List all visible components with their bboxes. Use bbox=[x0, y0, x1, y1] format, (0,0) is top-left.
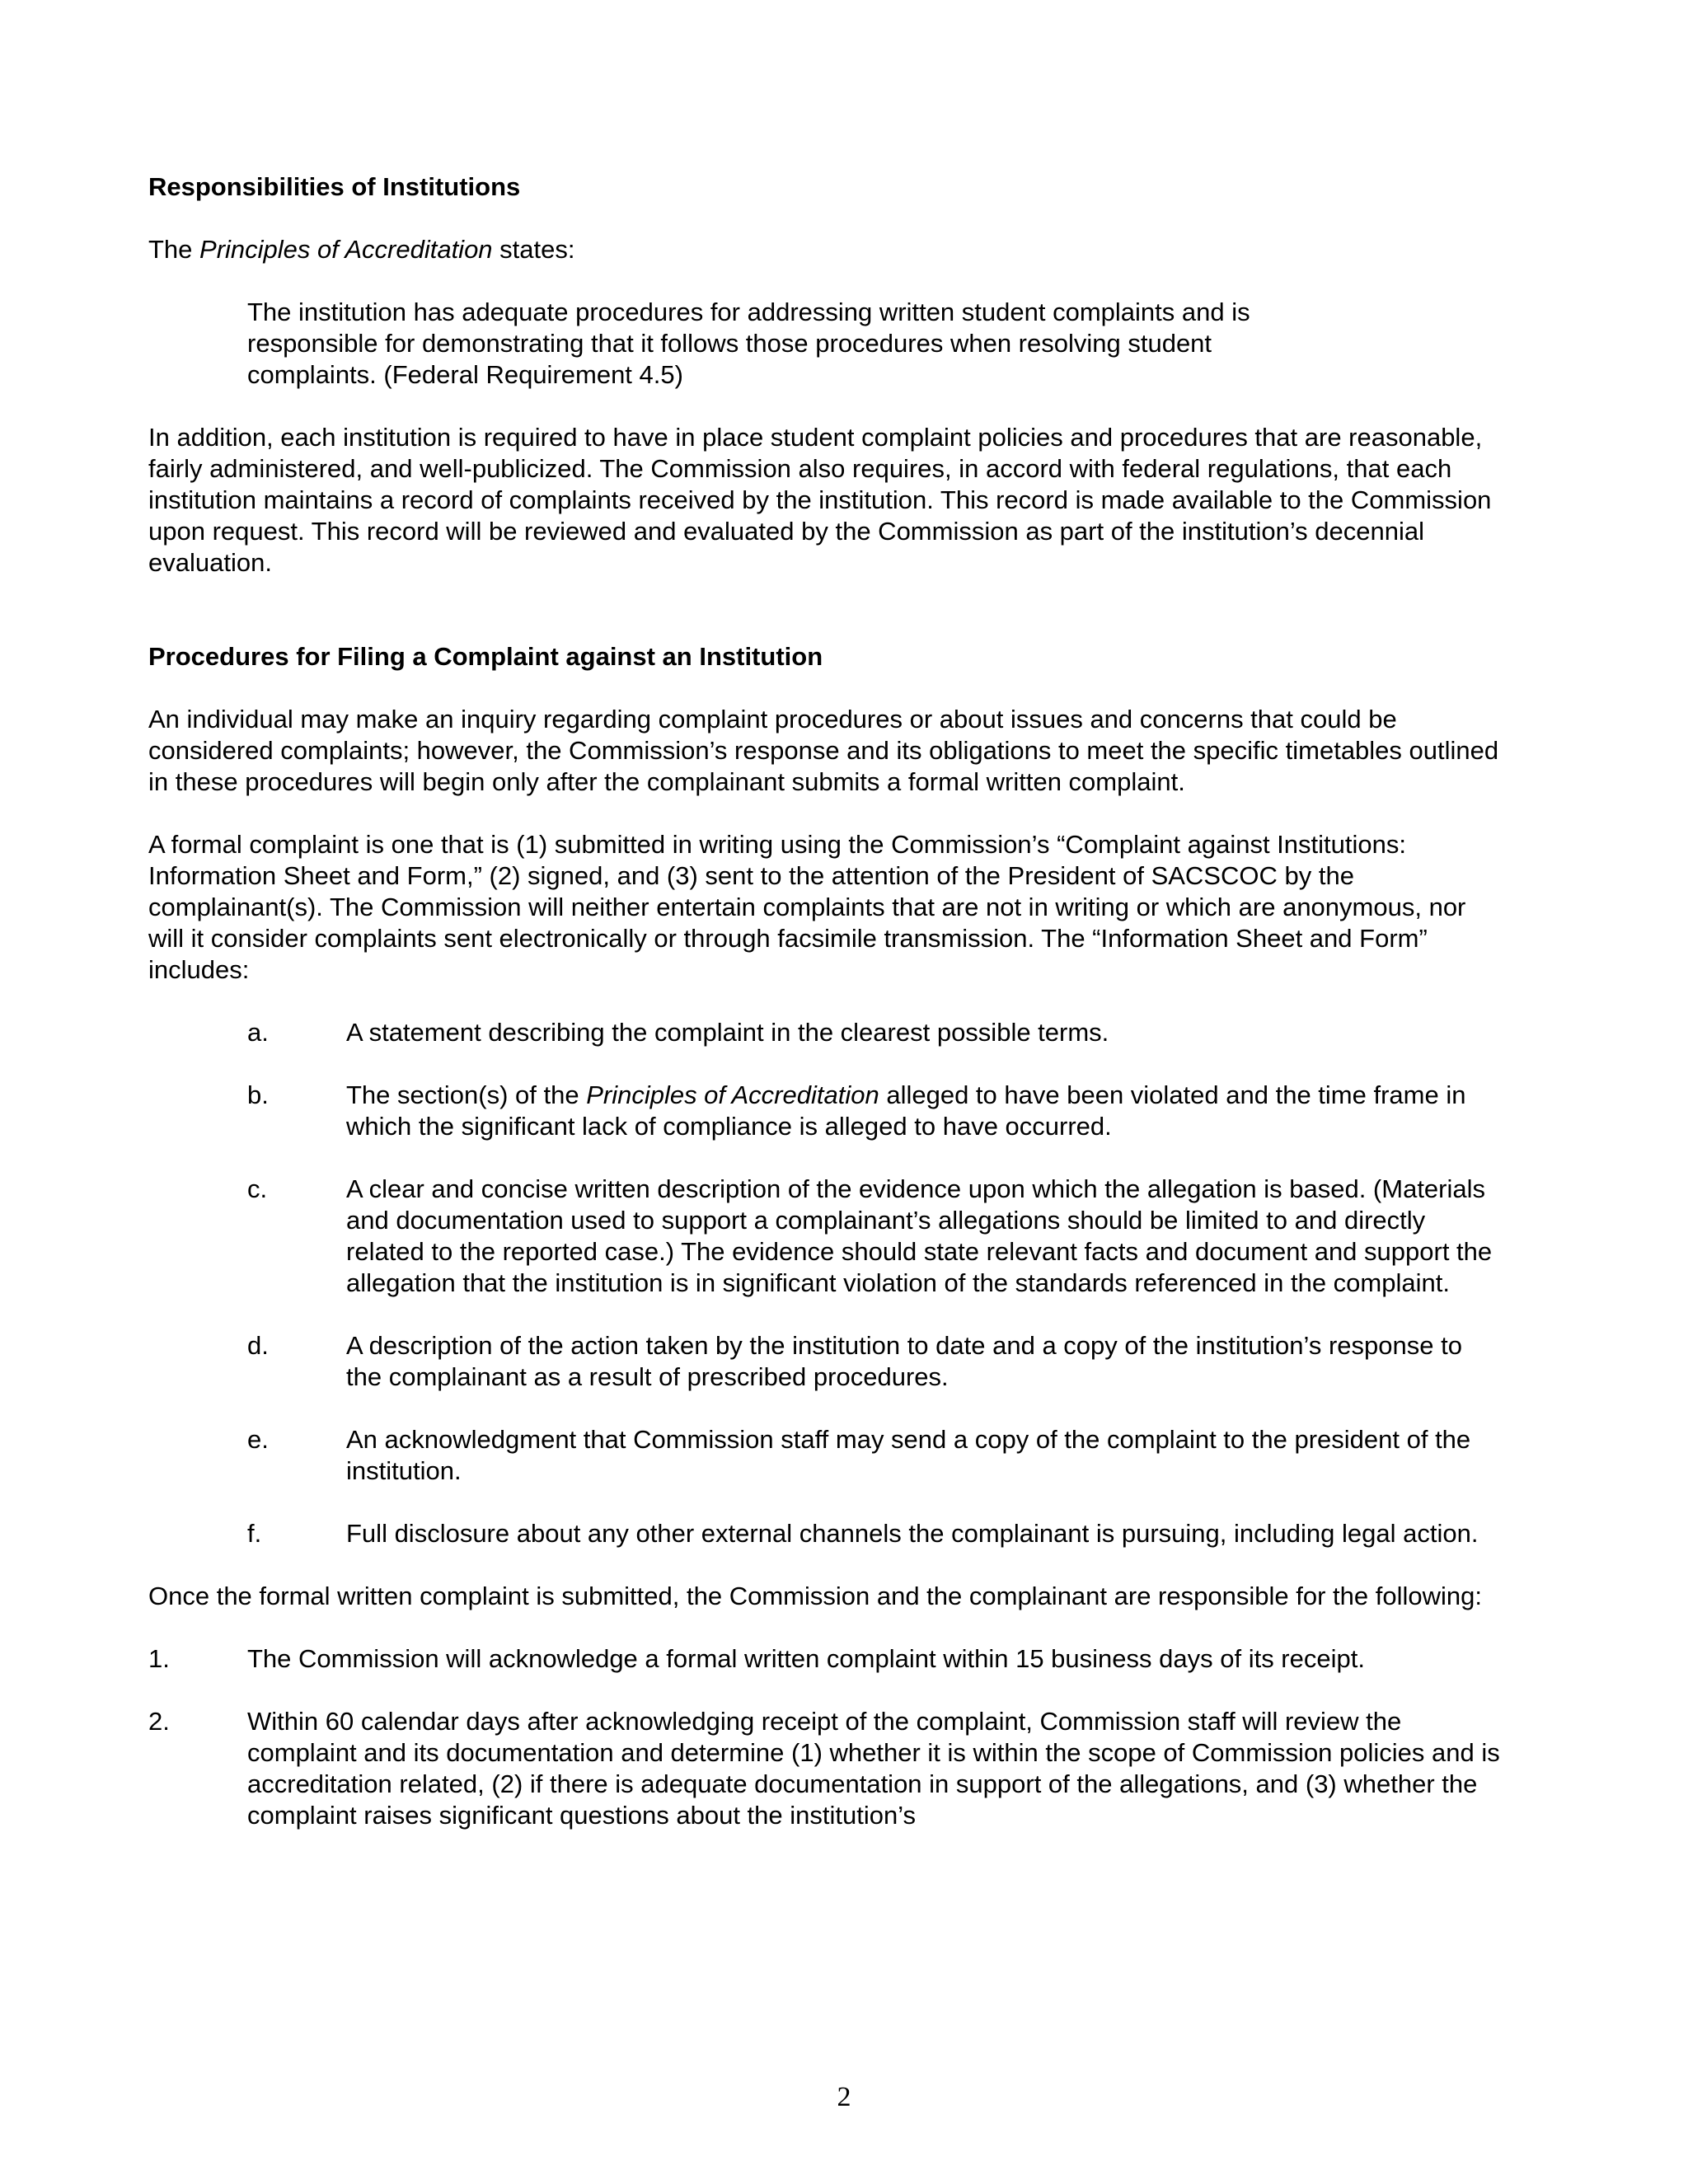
document-body bbox=[148, 171, 1500, 1831]
numbered-item-1 bbox=[148, 1643, 1500, 1675]
numbered-marker: 1. bbox=[148, 1644, 170, 1673]
list-item-italic-title: Principles of Accreditation bbox=[586, 1080, 879, 1109]
list-item-text: A clear and concise written description of the evidence upon which the allegation is based. (Materials and documentation used to support a complainant’s allegations should be limited to and directly related to the reported case.) The evidence should state relevant facts and document and support the allegation that the institution is in significant violation of the standards referenced in the complaint. bbox=[346, 1174, 1493, 1297]
numbered-item-text: The Commission will acknowledge a formal written complaint within 15 business days of its receipt. bbox=[247, 1644, 1365, 1673]
numbered-item-text: Within 60 calendar days after acknowledging receipt of the complaint, Commission staff will review the complaint and its documentation and determine (1) whether it is within the scope of Commission policies and is accreditation related, (2) if there is adequate documentation in support of the allegations, and (3) whether the complaint raises significant questions about the institution’s bbox=[247, 1707, 1500, 1830]
principles-intro bbox=[148, 234, 1500, 265]
procedures-paragraph-1: An individual may make an inquiry regarding complaint procedures or about issues and concerns that could be considered complaints; however, the Commission’s response and its obligations to meet the specific timetables outlined in these procedures will begin only after the complainant submits a formal written complaint. bbox=[148, 705, 1499, 796]
section-heading-procedures: Procedures for Filing a Complaint against an Institution bbox=[148, 642, 823, 671]
list-item-text: An acknowledgment that Commission staff may send a copy of the complaint to the president of the institution. bbox=[346, 1425, 1471, 1485]
list-item-a bbox=[247, 1017, 1500, 1048]
list-item-text-suffix: alleged to have been violated and the time frame in which the significant lack of compliance is alleged to have occurred. bbox=[346, 1080, 1466, 1141]
intro-suffix: states: bbox=[492, 235, 575, 264]
responsibilities-paragraph: In addition, each institution is required to have in place student complaint policies and procedures that are reasonable, fairly administered, and well-publicized. The Commission also requires, in accord with federal regulations, that each institution maintains a record of complaints received by the institution. This record is made available to the Commission upon request. This record will be reviewed and evaluated by the Commission as part of the institution’s decennial evaluation. bbox=[148, 423, 1492, 577]
list-item-text: A description of the action taken by the institution to date and a copy of the institution’s response to the complainant as a result of prescribed procedures. bbox=[346, 1331, 1462, 1391]
numbered-item-2 bbox=[148, 1706, 1500, 1831]
list-marker: a. bbox=[247, 1018, 269, 1047]
list-marker: c. bbox=[247, 1174, 268, 1203]
list-item-text bbox=[346, 1080, 1500, 1142]
procedures-paragraph-2: A formal complaint is one that is (1) submitted in writing using the Commission’s “Complaint against Institutions: Information Sheet and Form,” (2) signed, and (3) sent to the attention of the President of SACSCOC by the complainant(s). The Commission will neither entertain complaints that are not in writing or which are anonymous, nor will it consider complaints sent electronically or through facsimile transmission. The “Information Sheet and Form” includes: bbox=[148, 830, 1466, 984]
list-marker: d. bbox=[247, 1331, 269, 1360]
list-marker: f. bbox=[247, 1519, 262, 1548]
list-item-e bbox=[247, 1424, 1500, 1487]
list-item-c bbox=[247, 1174, 1500, 1299]
numbered-marker: 2. bbox=[148, 1707, 170, 1736]
list-item-b bbox=[247, 1080, 1500, 1142]
section-heading-responsibilities: Responsibilities of Institutions bbox=[148, 172, 521, 201]
list-marker: e. bbox=[247, 1425, 269, 1454]
federal-requirement-quote: The institution has adequate procedures for addressing written student complaints and is responsible for demonstrating that it follows those procedures when resolving student complaints. (Federal Requirement 4.5) bbox=[247, 298, 1250, 389]
list-item-text-prefix: The section(s) of the bbox=[346, 1080, 587, 1109]
list-marker: b. bbox=[247, 1080, 269, 1109]
list-item-text: A statement describing the complaint in the clearest possible terms. bbox=[346, 1018, 1109, 1047]
page-number: 2 bbox=[837, 2082, 851, 2112]
procedures-paragraph-3: Once the formal written complaint is submitted, the Commission and the complainant are responsible for the following: bbox=[148, 1582, 1482, 1610]
intro-prefix: The bbox=[148, 235, 200, 264]
list-item-text: Full disclosure about any other external channels the complainant is pursuing, including legal action. bbox=[346, 1519, 1479, 1548]
list-item-d bbox=[247, 1330, 1500, 1393]
intro-italic-title: Principles of Accreditation bbox=[199, 235, 493, 264]
list-item-f bbox=[247, 1518, 1500, 1549]
